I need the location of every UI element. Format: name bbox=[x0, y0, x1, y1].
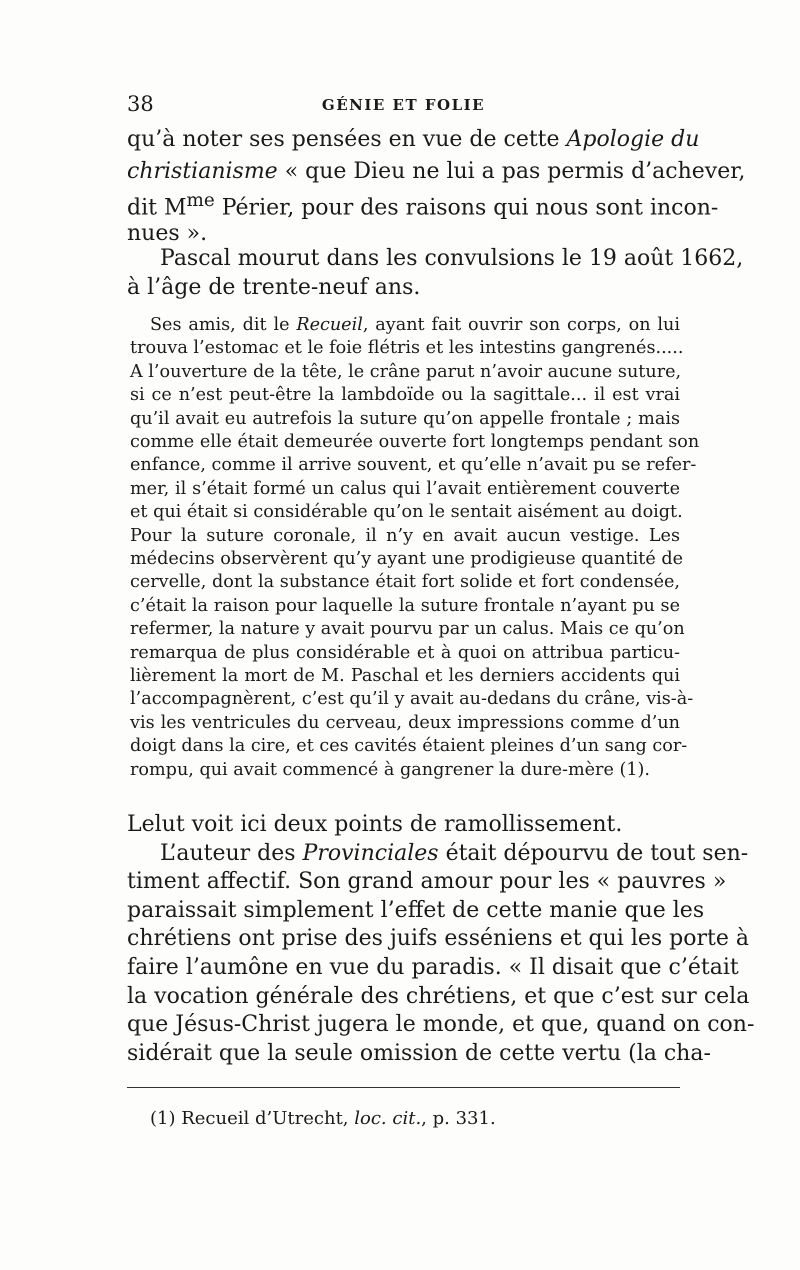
footnote-rule bbox=[127, 1087, 680, 1088]
body_top-line: Pascal mourut dans les convulsions le 19 août 1662, bbox=[160, 246, 744, 271]
quote-line: Pour la suture coronale, il n’y en avait aucun vestige. Les bbox=[130, 525, 680, 546]
quote-line: lièrement la mort de M. Paschal et les derniers accidents qui bbox=[130, 666, 680, 686]
page-header bbox=[127, 92, 680, 122]
body_bottom-line: L’auteur des Provinciales était dépourvu de tout sen- bbox=[160, 840, 749, 866]
body_bottom-line: chrétiens ont prise des juifs esséniens et qui les porte à bbox=[127, 926, 749, 952]
quote-line: médecins observèrent qu’y ayant une prodigieuse quantité de bbox=[130, 549, 684, 569]
body_bottom-line: que Jésus-Christ jugera le monde, et que, quand on con- bbox=[127, 1012, 755, 1038]
body_bottom-line: faire l’aumône en vue du paradis. « Il disait que c’était bbox=[127, 955, 739, 980]
quote-line: vis les ventricules du cerveau, deux impressions comme d’un bbox=[130, 712, 680, 733]
quote-line: mer, il s’était formé un calus qui l’avait entièrement couverte bbox=[130, 478, 680, 499]
quote-line: enfance, comme il arrive souvent, et qu’elle n’avait pu se refer- bbox=[130, 455, 697, 476]
body_top-line: nues ». bbox=[127, 221, 208, 246]
page-number: 38 bbox=[127, 92, 154, 116]
body_top-line: à l’âge de trente-neuf ans. bbox=[127, 275, 421, 300]
quote-line: A l’ouverture de la tête, le crâne parut n’avoir aucune suture, bbox=[130, 361, 682, 382]
footnote: (1) Recueil d’Utrecht, loc. cit., p. 331. bbox=[150, 1108, 496, 1129]
quote-line: cervelle, dont la substance était fort solide et fort condensée, bbox=[130, 572, 680, 593]
quote-line: remarqua de plus considérable et à quoi on attribua particu- bbox=[130, 642, 680, 663]
body_bottom-line: timent affectif. Son grand amour pour les « pauvres » bbox=[127, 869, 727, 895]
body_bottom-line: sidérait que la seule omission de cette vertu (la cha- bbox=[127, 1040, 711, 1066]
quote-line: c’était la raison pour laquelle la suture frontale n’ayant pu se bbox=[130, 595, 680, 616]
quote-line: et qui était si considérable qu’on le sentait aisément au doigt. bbox=[130, 502, 683, 523]
body_bottom-line: la vocation générale des chrétiens, et que c’est sur cela bbox=[127, 983, 750, 1009]
quote-line: l’accompagnèrent, c’est qu’il y avait au-dedans du crâne, vis-à- bbox=[130, 689, 694, 710]
body_bottom-line: paraissait simplement l’effet de cette manie que les bbox=[127, 897, 705, 923]
quote-line: qu’il avait eu autrefois la suture qu’on appelle frontale ; mais bbox=[130, 408, 680, 429]
running-title: GÉNIE ET FOLIE bbox=[321, 96, 486, 114]
quote-line: doigt dans la cire, et ces cavités étaient pleines d’un sang cor- bbox=[130, 736, 688, 757]
quote-line: comme elle était demeurée ouverte fort longtemps pendant son bbox=[130, 432, 700, 452]
quote-line: trouva l’estomac et le foie flétris et les intestins gangrenés..... bbox=[130, 338, 684, 359]
body_top-line: christianisme « que Dieu ne lui a pas permis d’achever, bbox=[127, 159, 746, 184]
quote-line: rompu, qui avait commencé à gangrener la dure-mère (1). bbox=[130, 759, 650, 780]
quote-line: si ce n’est peut-être la lambdoïde ou la sagittale... il est vrai bbox=[130, 385, 680, 406]
quote-line: refermer, la nature y avait pourvu par un calus. Mais ce qu’on bbox=[130, 619, 685, 640]
quote-line: Ses amis, dit le Recueil, ayant fait ouvrir son corps, on lui bbox=[150, 315, 680, 335]
body_top-line: dit $M^{me}$ Périer, pour des raisons qui nous sont incon- bbox=[127, 190, 719, 221]
body_top-line: qu’à noter ses pensées en vue de cette Apologie du bbox=[127, 127, 700, 152]
body_bottom-line: Lelut voit ici deux points de ramollissement. bbox=[127, 812, 623, 837]
